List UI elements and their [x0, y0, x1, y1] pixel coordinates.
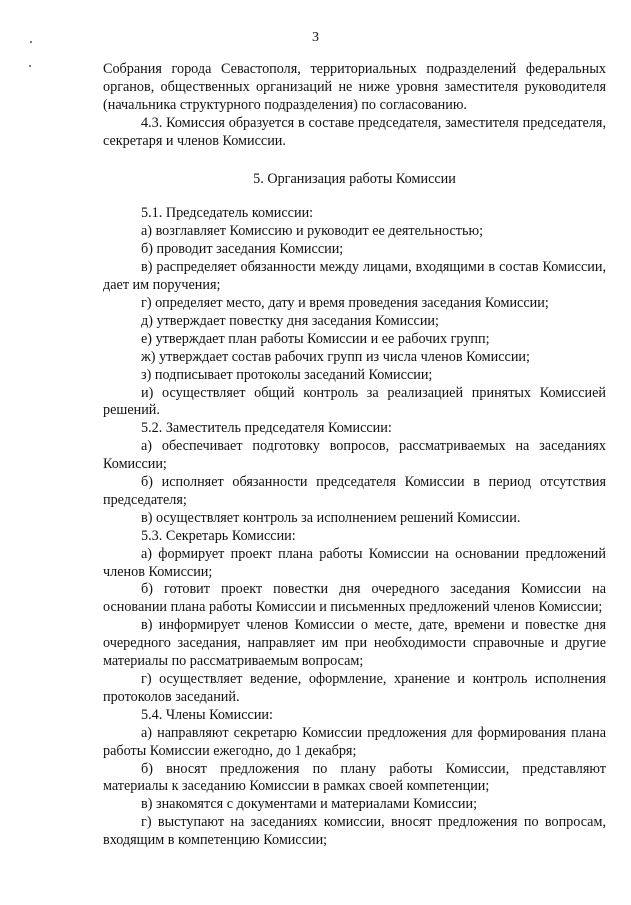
clause-item: б) готовит проект повестки дня очередного заседания Комиссии на основании плана работы Комиссии и письменных предложений членов Комиссии;: [103, 581, 606, 616]
clause-item: а) формирует проект плана работы Комиссии на основании предложений членов Комиссии;: [103, 545, 606, 580]
document-body: [103, 61, 606, 850]
paragraph-continuation: Собрания города Севастополя, территориальных подразделений федеральных органов, общественных организаций не ниже уровня заместителя руководителя (начальника структурного подразделения) по согласованию.: [103, 61, 606, 113]
clause-item: ж) утверждает состав рабочих групп из числа членов Комиссии;: [141, 348, 530, 365]
clause-item: б) исполняет обязанности председателя Комиссии в период отсутствия председателя;: [103, 474, 606, 508]
clause-item: д) утверждает повестку дня заседания Комиссии;: [141, 312, 439, 329]
clause-item: а) возглавляет Комиссию и руководит ее деятельностью;: [141, 223, 484, 240]
clause-5-3-title: 5.3. Секретарь Комиссии:: [141, 527, 296, 544]
clause-item: г) выступают на заседаниях комиссии, вносят предложения по вопросам, входящим в компетенцию Комиссии;: [103, 814, 606, 849]
clause-item: а) обеспечивает подготовку вопросов, рассматриваемых на заседаниях Комиссии;: [103, 438, 606, 473]
clause-5-2-title: 5.2. Заместитель председателя Комиссии:: [141, 420, 392, 437]
clause-item: г) определяет место, дату и время проведения заседания Комиссии;: [141, 294, 549, 311]
section-heading: 5. Организация работы Комиссии: [253, 170, 456, 187]
clause-item: б) вносят предложения по плану работы Комиссии, представляют материалы к заседанию Комиссии в рамках своей компетенции;: [103, 760, 606, 795]
clause-5-4-title: 5.4. Члены Комиссии:: [141, 706, 273, 723]
clause-item: а) направляют секретарю Комиссии предложения для формирования плана работы Комиссии ежегодно, до 1 декабря;: [103, 724, 606, 759]
clause-item: е) утверждает план работы Комиссии и ее рабочих групп;: [141, 330, 490, 347]
clause-item: в) осуществляет контроль за исполнением решений Комиссии.: [141, 509, 521, 526]
clause-item: з) подписывает протоколы заседаний Комиссии;: [141, 366, 433, 383]
scan-speck: [29, 65, 31, 67]
clause-item: б) проводит заседания Комиссии;: [141, 241, 344, 258]
clause-item: в) информирует членов Комиссии о месте, дате, времени и повестке дня очередного заседания, направляет им при необходимости справочные и другие материалы по рассматриваемым вопросам;: [103, 617, 606, 670]
page-number: 3: [312, 30, 319, 45]
clause-item: в) знакомятся с документами и материалами Комиссии;: [141, 796, 478, 813]
clause-5-1-title: 5.1. Председатель комиссии:: [141, 205, 314, 222]
clause-item: и) осуществляет общий контроль за реализацией принятых Комиссией решений.: [103, 384, 606, 419]
clause-item: в) распределяет обязанности между лицами, входящими в состав Комиссии, дает им поручения;: [103, 259, 606, 294]
clause-item: г) осуществляет ведение, оформление, хранение и контроль исполнения протоколов заседаний.: [103, 671, 606, 705]
paragraph-4-3: 4.3. Комиссия образуется в составе председателя, заместителя председателя, секретаря и членов Комиссии.: [103, 114, 606, 149]
